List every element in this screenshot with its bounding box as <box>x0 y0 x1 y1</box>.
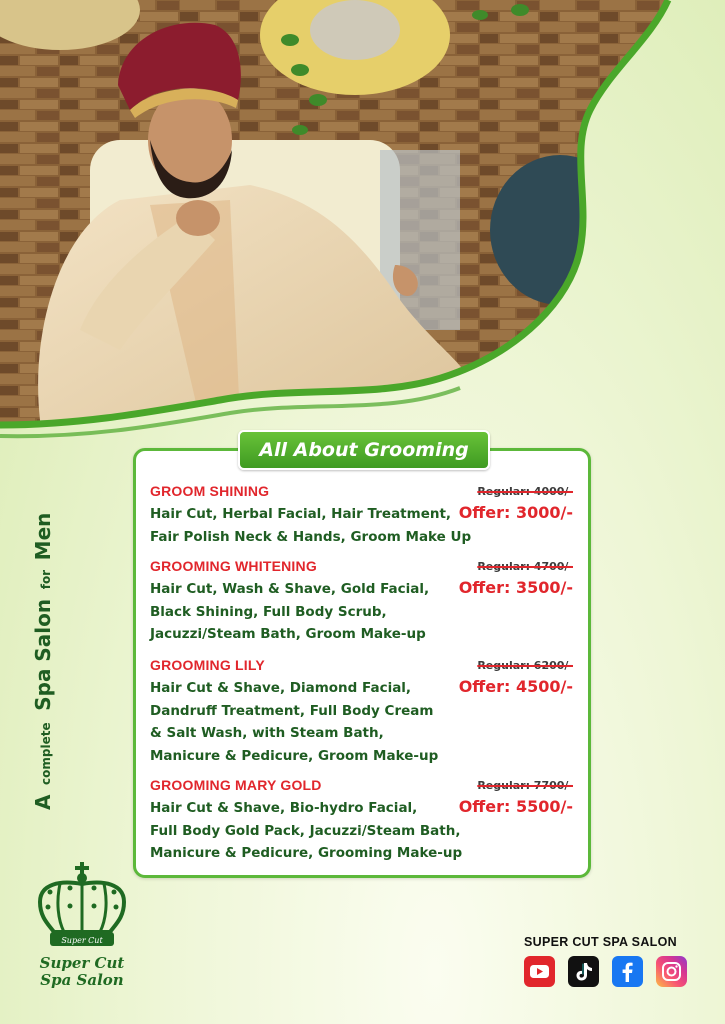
section-title: All About Grooming <box>238 430 490 470</box>
super-cut-logo <box>30 862 135 992</box>
description-line: Dandruff Treatment, Full Body Cream <box>150 702 434 719</box>
groom-photo <box>0 0 725 440</box>
tagline-word-for: for <box>39 569 53 590</box>
package-description <box>150 677 465 767</box>
youtube-icon[interactable] <box>524 956 555 987</box>
regular-price: Regular: 4000/- <box>477 485 573 498</box>
offer-price: Offer: 4500/- <box>458 677 573 696</box>
package-description <box>150 797 465 865</box>
package-description <box>150 503 472 548</box>
tagline-word-spa-salon: Spa Salon <box>31 598 55 711</box>
description-line: Fair Polish Neck & Hands, Groom Make Up <box>150 528 472 545</box>
tagline-word-complete: complete <box>39 722 53 785</box>
description-line: Hair Cut, Wash & Shave, Gold Facial, <box>150 581 430 597</box>
facebook-icon[interactable] <box>612 956 643 987</box>
description-line: Hair Cut & Shave, Bio-hydro Facial, <box>150 800 418 816</box>
regular-price: Regular: 4700/- <box>477 560 573 573</box>
package-name: GROOMING LILY <box>150 657 265 673</box>
package-name: GROOMING WHITENING <box>150 558 317 574</box>
description-line: Manicure & Pedicure, Groom Make-up <box>150 747 439 764</box>
logo-line2: Spa Salon <box>40 971 124 989</box>
regular-price: Regular: 6200/- <box>477 659 573 672</box>
package-name: GROOMING MARY GOLD <box>150 777 322 793</box>
tagline-word-a: A <box>31 794 55 810</box>
description-line: Hair Cut & Shave, Diamond Facial, <box>150 680 412 696</box>
offer-price: Offer: 3500/- <box>458 578 573 597</box>
side-tagline <box>22 512 62 810</box>
logo-badge-text: Super Cut <box>61 936 103 945</box>
package-name: GROOM SHINING <box>150 483 270 499</box>
description-line: Full Body Gold Pack, Jacuzzi/Steam Bath, <box>150 822 461 839</box>
offer-price: Offer: 5500/- <box>458 797 573 816</box>
offer-price: Offer: 3000/- <box>458 503 573 522</box>
description-line: & Salt Wash, with Steam Bath, <box>150 725 384 741</box>
tiktok-icon[interactable] <box>568 956 599 987</box>
description-line: Black Shining, Full Body Scrub, <box>150 603 387 620</box>
tagline-word-men: Men <box>31 512 55 561</box>
svg-text:A complete Spa Sal <box>31 513 55 810</box>
package-description <box>150 578 465 646</box>
description-line: Jacuzzi/Steam Bath, Groom Make-up <box>150 626 426 642</box>
description-line: Hair Cut, Herbal Facial, Hair Treatment, <box>150 506 452 522</box>
description-line: Manicure & Pedicure, Grooming Make-up <box>150 845 463 861</box>
regular-price: Regular: 7700/- <box>477 779 573 792</box>
logo-line1: Super Cut <box>39 954 125 972</box>
instagram-icon[interactable] <box>656 956 687 987</box>
footer-brand-name: SUPER CUT SPA SALON <box>524 935 677 949</box>
